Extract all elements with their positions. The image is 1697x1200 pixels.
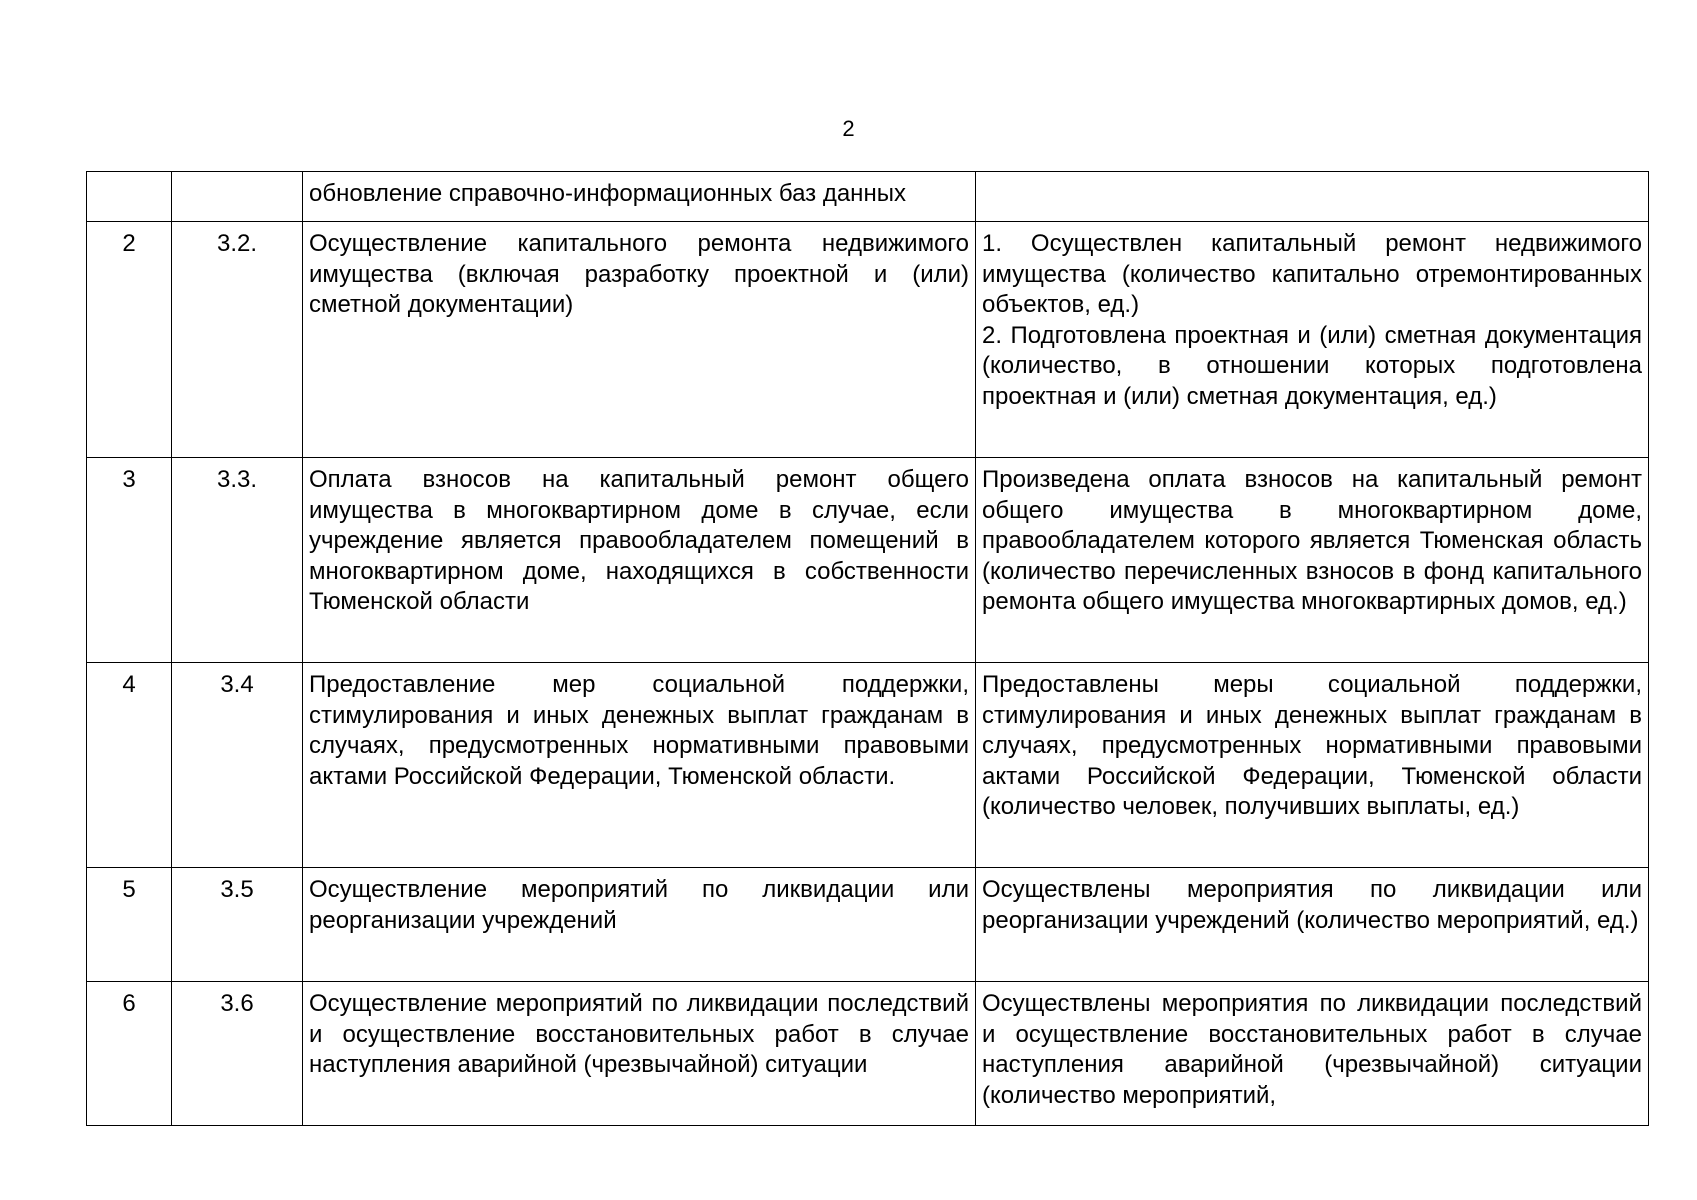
row-number-cell: 5	[87, 868, 172, 982]
activity-cell: Оплата взносов на капитальный ремонт общего имущества в многоквартирном доме в случае, если учреждение является правообладателем помещений в многоквартирном доме, находящихся в собственности Тюменской области	[303, 458, 976, 663]
row-code-cell	[172, 172, 303, 222]
activity-cell: Предоставление мер социальной поддержки, стимулирования и иных денежных выплат гражданам в случаях, предусмотренных нормативными правовыми актами Российской Федерации, Тюменской области.	[303, 663, 976, 868]
page-number: 2	[842, 116, 855, 141]
activity-cell: Осуществление капитального ремонта недвижимого имущества (включая разработку проектной и (или) сметной документации)	[303, 222, 976, 458]
row-code-cell: 3.2.	[172, 222, 303, 458]
row-number-cell: 2	[87, 222, 172, 458]
result-cell: Произведена оплата взносов на капитальный ремонт общего имущества в многоквартирном доме, правообладателем которого является Тюменская область (количество перечисленных взносов в фонд капитального ремонта общего имущества многоквартирных домов, ед.)	[976, 458, 1649, 663]
row-code-cell: 3.3.	[172, 458, 303, 663]
table-row	[87, 172, 1649, 222]
table-row	[87, 663, 1649, 868]
row-number-cell: 3	[87, 458, 172, 663]
table-row	[87, 868, 1649, 982]
table-row	[87, 458, 1649, 663]
activity-cell: Осуществление мероприятий по ликвидации последствий и осуществление восстановительных работ в случае наступления аварийной (чрезвычайной) ситуации	[303, 982, 976, 1126]
table-row	[87, 222, 1649, 458]
row-code-cell: 3.6	[172, 982, 303, 1126]
table-row	[87, 982, 1649, 1126]
row-code-cell: 3.4	[172, 663, 303, 868]
row-number-cell: 6	[87, 982, 172, 1126]
row-number-cell	[87, 172, 172, 222]
activity-cell: обновление справочно-информационных баз данных	[303, 172, 976, 222]
row-code-cell: 3.5	[172, 868, 303, 982]
result-cell	[976, 222, 1649, 458]
result-cell: Осуществлены мероприятия по ликвидации или реорганизации учреждений (количество мероприятий, ед.)	[976, 868, 1649, 982]
result-item: 2. Подготовлена проектная и (или) сметная документация (количество, в отношении которых подготовлена проектная и (или) сметная документация, ед.)	[982, 321, 1642, 410]
result-cell: Предоставлены меры социальной поддержки, стимулирования и иных денежных выплат гражданам в случаях, предусмотренных нормативными правовыми актами Российской Федерации, Тюменской области (количество человек, получивших выплаты, ед.)	[976, 663, 1649, 868]
result-item: 1. Осуществлен капитальный ремонт недвижимого имущества (количество капитально отремонтированных объектов, ед.)	[982, 230, 1642, 318]
row-number-cell: 4	[87, 663, 172, 868]
result-cell	[976, 172, 1649, 222]
activities-table	[86, 171, 1649, 1126]
result-cell: Осуществлены мероприятия по ликвидации последствий и осуществление восстановительных работ в случае наступления аварийной (чрезвычайной) ситуации (количество мероприятий,	[976, 982, 1649, 1126]
activity-cell: Осуществление мероприятий по ликвидации или реорганизации учреждений	[303, 868, 976, 982]
